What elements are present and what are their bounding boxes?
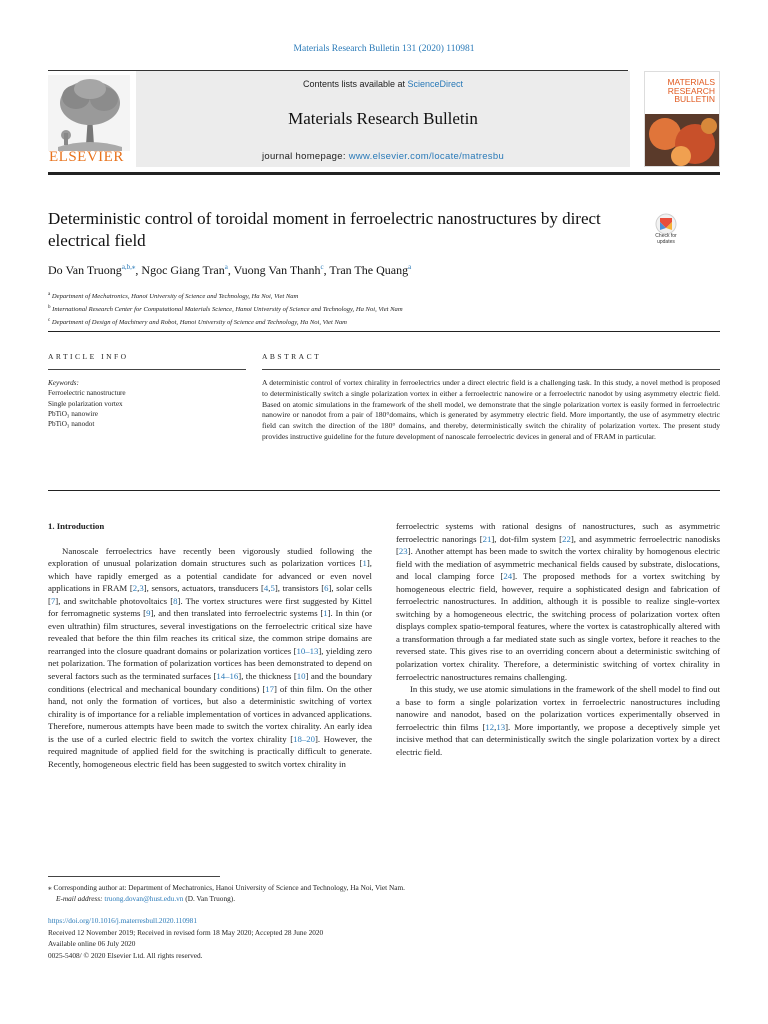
check-for-updates-label[interactable]: Check for updates	[655, 233, 677, 245]
author-affiliation-mark[interactable]: a,b,⁎	[121, 263, 136, 271]
body-text: ] of thin film. On the other hand, not only the formation of vortices, but also a deterministic switching of vortex chirality is of importance for a reliable implementation of vortices in advanced applications. Therefore, numerous attempts have been made to switch the vortex chirality. An early idea is the use of a curled electric field to switch the vortex chirality [	[48, 683, 372, 744]
publisher-logo-text: ELSEVIER	[49, 149, 124, 165]
citation-link[interactable]: 9	[146, 608, 151, 619]
body-text: ]. Another attempt has been made to switch the vortex chirality by homogenous electric field with the mediation of asymmetric mechanical fields caused by substrate, dislocations, and local clamping force [	[396, 546, 720, 582]
body-text: Nanoscale ferroelectrics have recently been vigorously studied following the exploration of unusual polarization domain structures such as polarization vortices [	[48, 545, 372, 569]
body-text: ]. More importantly, we propose a deceptively simple yet incisive method that can deterministically switch the single polarization vortex by a direct electric field.	[396, 721, 720, 757]
keyword-item: PbTiO₃ nanowire	[48, 409, 98, 418]
cover-title-line: RESEARCH	[667, 85, 715, 96]
body-text: ,	[268, 583, 271, 594]
body-text: ], which have rapidly emerged as a potential candidate for advanced or even novel applications in FRAM [	[48, 558, 372, 594]
masthead	[48, 71, 720, 167]
footnote-email-line	[48, 893, 720, 904]
cover-title	[667, 78, 715, 104]
body-text: ], solar cells [	[48, 583, 372, 606]
body-text: ], yielding zero net polarization. The formation of polarization vortices has been demonstrated to depend on several factors such as the terminated surfaces [	[48, 645, 372, 682]
citation-link[interactable]: 1	[362, 558, 367, 569]
article-title: Deterministic control of toroidal moment in ferroelectric nanostructures by direct electrical field	[48, 209, 601, 250]
section-rule	[48, 490, 720, 491]
citation-link[interactable]: 13	[496, 721, 506, 732]
citation-link[interactable]: 6	[324, 583, 329, 594]
email-label: E-mail address:	[56, 894, 105, 903]
body-text: ,	[137, 583, 140, 594]
affiliation-text: International Research Center for Computational Materials Science, Hanoi University of Science and Technology, Ha Noi, Viet Nam	[50, 305, 403, 313]
sciencedirect-link[interactable]: ScienceDirect	[407, 79, 464, 89]
doi-link[interactable]: https://doi.org/10.1016/j.materresbull.2020.110981	[48, 916, 197, 925]
affiliation-mark: a	[48, 292, 51, 297]
header-rule-thick	[48, 172, 720, 175]
homepage-link[interactable]: www.elsevier.com/locate/matresbu	[348, 151, 505, 162]
available-online: Available online 06 July 2020	[48, 939, 136, 949]
body-text: ], sensors, actuators, transducers [	[143, 583, 264, 594]
body-text: In this study, we use atomic simulations in the framework of the shell model to find out a base to form a single polarization vortex in ferroelectric nanostructures including nanowire and nanodot, based on the polarization vortices experimentally observed in ferroelectric thin films [	[396, 684, 720, 732]
journal-name[interactable]: Materials Research Bulletin	[288, 109, 478, 128]
journal-cover[interactable]	[644, 71, 720, 167]
right-paragraphs	[396, 520, 720, 758]
author-separator: ,	[135, 263, 142, 277]
keywords-label: Keywords:	[48, 379, 79, 387]
citation-link[interactable]: 10–13	[296, 645, 319, 656]
body-text: ferroelectric systems with rational designs of nanostructures, such as asymmetric ferroelectric nanorings [	[396, 521, 720, 544]
affiliation-line	[48, 303, 720, 316]
email-link[interactable]: truong.dovan@hust.edu.vn	[104, 894, 184, 903]
citation-link[interactable]: 22	[562, 533, 571, 544]
author-list	[48, 263, 720, 278]
keyword-item: PbTiO₃ nanodot	[48, 420, 95, 429]
affiliations	[48, 290, 720, 328]
affiliation-mark: c	[48, 317, 51, 323]
body-text: ] and the boundary conditions (electrical and mechanical boundary conditions) [	[48, 671, 373, 694]
masthead-center	[136, 71, 630, 167]
body-paragraph	[396, 683, 720, 758]
body-text: ], the thickness [	[238, 671, 297, 682]
keyword-item: Single polarization vortex	[48, 399, 123, 408]
citation-link[interactable]: 3	[139, 583, 144, 594]
body-text: ], and switchable photovoltaics [	[55, 595, 174, 606]
body-paragraph	[48, 545, 372, 771]
body-column-left	[48, 520, 372, 770]
author-separator: ,	[323, 263, 330, 277]
citation-link[interactable]: 8	[173, 595, 178, 606]
body-text: ]. However, the required magnitude of applied field for the switching is practically difficult to generate. Recently, homogeneous electric field has been suggested to switch vortex chirality in	[48, 733, 373, 769]
left-paragraphs	[48, 545, 372, 771]
corresponding-author: Corresponding author at: Department of Mechatronics, Hanoi University of Science and Technology, Ha Noi, Viet Nam.	[51, 883, 405, 892]
received-dates: Received 12 November 2019; Received in revised form 18 May 2020; Accepted 28 June 2020	[48, 927, 324, 937]
homepage-line	[136, 151, 630, 162]
cover-title-line: BULLETIN	[674, 94, 715, 104]
author-affiliation-mark[interactable]: a	[408, 263, 412, 271]
cover-image-icon	[645, 114, 720, 166]
copyright: 0025-5408/ © 2020 Elsevier Ltd. All rights reserved.	[48, 950, 203, 960]
body-text: ], and asymmetric ferroelectric nanodisks [	[396, 533, 721, 557]
author-affiliation-mark[interactable]: c	[320, 263, 324, 271]
email-suffix: (D. Van Truong).	[183, 894, 236, 903]
body-text: ], transistors [	[274, 583, 325, 594]
contents-line	[136, 79, 630, 89]
homepage-prefix: journal homepage:	[261, 151, 349, 162]
body-text: ], dot-film system [	[491, 533, 563, 544]
citation-link[interactable]: 7	[50, 595, 56, 606]
affiliation-line	[48, 316, 720, 329]
affiliation-mark: b	[48, 304, 51, 310]
affiliation-text: Department of Mechatronics, Hanoi University of Science and Technology, Ha Noi, Viet Nam	[50, 293, 299, 301]
author-name[interactable]: Do Van Truong	[48, 263, 122, 277]
body-text: ]. In thin (or even ultrathin) film structures, several investigations on the ferroelectric critical size have revealed that before the thin film reaches its critical size, the common stripe domains are rearranged into the closure quadrant domains or polarization vortices [	[48, 608, 372, 656]
author-affiliation-mark[interactable]: a	[224, 263, 228, 271]
author-name[interactable]: Tran The Quang	[329, 263, 409, 277]
footnote-rule	[48, 876, 220, 877]
citation-link[interactable]: 21	[482, 533, 492, 544]
article-info-heading: ARTICLE INFO	[48, 352, 129, 361]
footnote	[48, 882, 720, 904]
citation-link[interactable]: 12	[485, 721, 495, 732]
body-text: ]. The proposed methods for a vortex switching by homogeneous electric field, however, require a sophisticated design and fabrication of ferroelectric nanostructures. In addition, although it is possible to realize single-vortex switching by a homogeneous electric, the switching process of polarization vortex often displays complex spatio-temporal features, where the vortex is catastrophically altered with a transformation through a far mediated state such as single vortex, before it reaches to the reversed state. This gives rise to an overriding concern about a deterministic switching of polarization vortex chirality. Therefore, a deterministic switching of vortex chirality in ferroelectric nanostructures remains challenging.	[396, 571, 720, 682]
cover-title-line: MATERIALS	[667, 77, 715, 87]
body-text: ]. The vortex structures were first suggested by Kittel for ferromagnetic systems [	[48, 595, 373, 619]
body-column-right	[396, 520, 720, 758]
citation-link[interactable]: 17	[265, 683, 275, 694]
abstract-text: A deterministic control of vortex chirality in ferroelectrics under a direct electric field is a challenging task. In this study, a novel method is proposed to deterministically switch a single polarization vortex in either a ferroelectric nanowire or a ferroelectric nanodot by using asymmetry electric field. Based on atomic simulations in the framework of the shell model, we demonstrate that the single polarization vortex is easily formed in ferroelectric nanowire or nanodot from a pair of 180°domains, which is generated by asymmetry electric field. More importantly, the use of asymmetry electric field can switch the direction of the 180° domains, and thereby, deterministically switch the chirality of polarization vortex. The present study provides instructive guideline for the future development of nanoscale ferroelectric devices in general and of FRAM in particular.	[262, 378, 720, 441]
abstract-rule	[262, 369, 720, 370]
publication-info	[48, 915, 720, 961]
section-rule	[48, 331, 720, 332]
keyword-item: Ferroelectric nanostructure	[48, 389, 126, 398]
citation-link[interactable]: 1	[323, 608, 328, 619]
author-separator: ,	[227, 263, 234, 277]
affiliation-text: Department of Design of Machinery and Robot, Hanoi University of Science and Technology, Ha Noi, Viet Nam	[50, 318, 347, 326]
citation-link[interactable]: 18–20	[293, 733, 316, 744]
citation-link[interactable]: 24	[503, 571, 513, 582]
citation-link[interactable]: 10	[296, 671, 306, 682]
citation-link[interactable]: 5	[270, 583, 275, 594]
article-info-rule	[48, 369, 246, 370]
footnote-corresponding	[48, 882, 720, 893]
affiliation-line	[48, 290, 720, 303]
body-paragraph	[396, 520, 720, 683]
citation-link[interactable]: 2	[132, 583, 138, 594]
citation-link[interactable]: 14–16	[216, 671, 239, 682]
section-title: 1. Introduction	[48, 521, 105, 531]
journal-reference[interactable]: Materials Research Bulletin 131 (2020) 110981	[293, 44, 475, 54]
author-name[interactable]: Ngoc Giang Tran	[141, 263, 225, 277]
body-text: ,	[494, 721, 497, 732]
abstract-heading: ABSTRACT	[262, 352, 322, 361]
keywords-block	[48, 378, 246, 429]
citation-link[interactable]: 4	[263, 583, 269, 594]
body-text: ], and then translated into ferroelectric systems [	[150, 608, 324, 619]
author-name[interactable]: Vuong Van Thanh	[233, 263, 321, 277]
citation-link[interactable]: 23	[398, 546, 408, 557]
contents-prefix: Contents lists available at	[302, 79, 408, 89]
footnote-mark: ⁎	[48, 883, 52, 892]
